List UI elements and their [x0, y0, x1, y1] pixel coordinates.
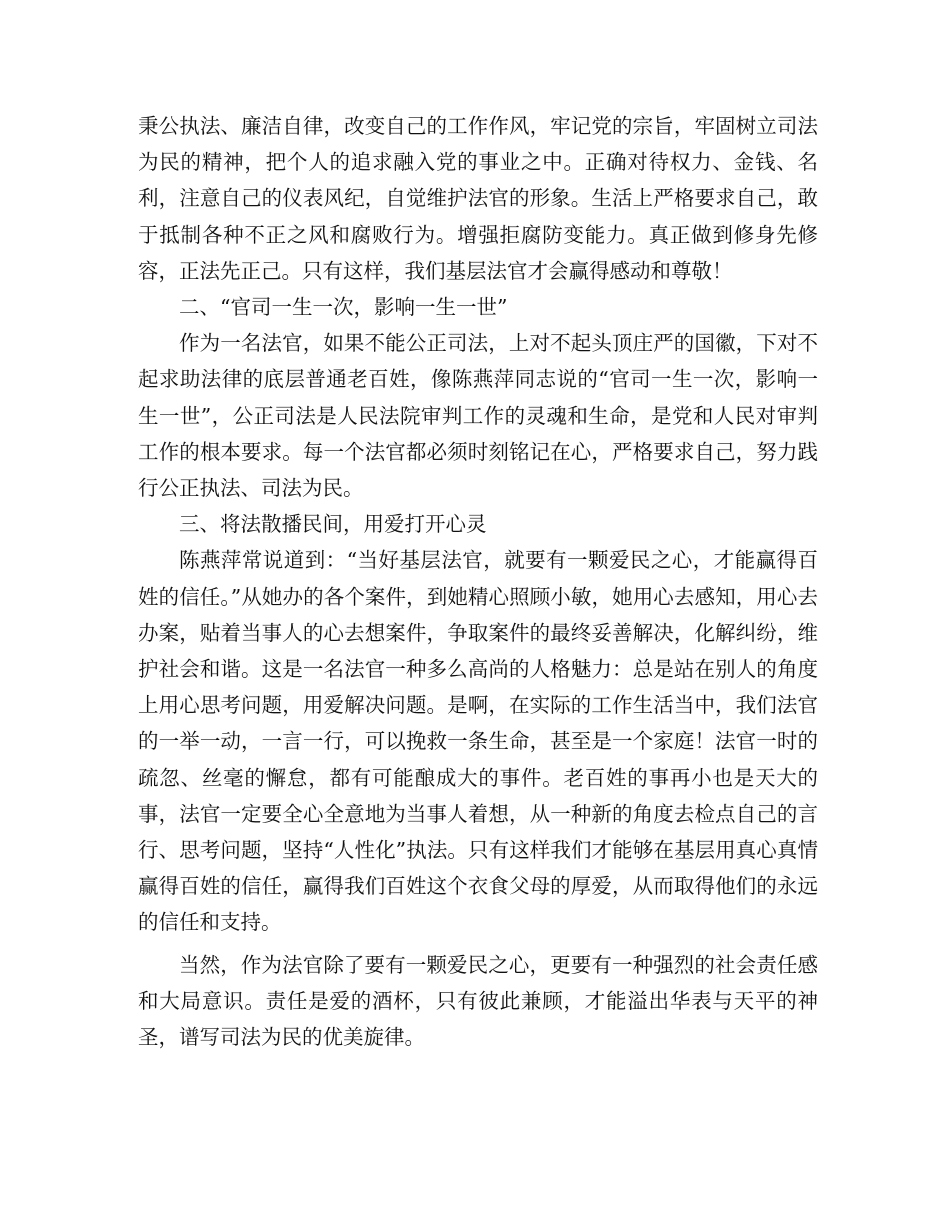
- section-heading-3: 三、将法散播民间，用爱打开心灵: [179, 512, 487, 537]
- paragraph-intro: 秉公执法、廉洁自律，改变自己的工作作风，牢记党的宗旨，牢固树立司法为民的精神，把个人的追求融入党的事业之中。正确对待权力、金钱、名利，注意自己的仪表风纪，自觉维护法官的形象。生活上严格要求自己，敢于抵制各种不正之风和腐败行为。增强拒腐防变能力。真正做到修身先修容，正法先正己。只有这样，我们基层法官才会赢得感动和尊敬！: [138, 114, 818, 283]
- section-heading-2: 二、“官司一生一次，影响一生一世”: [179, 295, 508, 320]
- paragraph-section-3: 陈燕萍常说道到：“当好基层法官，就要有一颗爱民之心，才能赢得百姓的信任。”从她办的各个案件，到她精心照顾小敏，她用心去感知，用心去办案，贴着当事人的心去想案件，争取案件的最终妥善解决，化解纠纷，维护社会和谐。这是一名法官一种多么高尚的人格魅力：总是站在别人的角度上用心思考问题，用爱解决问题。是啊，在实际的工作生活当中，我们法官的一举一动，一言一行，可以挽救一条生命，甚至是一个家庭！法官一时的疏忽、丝毫的懈怠，都有可能酿成大的事件。老百姓的事再小也是天大的事，法官一定要全心全意地为当事人着想，从一种新的角度去检点自己的言行、思考问题，坚持“人性化”执法。只有这样我们才能够在基层用真心真情赢得百姓的信任，赢得我们百姓这个衣食父母的厚爱，从而取得他们的永远的信任和支持。: [138, 548, 818, 935]
- paragraph-conclusion: 当然，作为法官除了要有一颗爱民之心，更要有一种强烈的社会责任感和大局意识。责任是爱的酒杯，只有彼此兼顾，才能溢出华表与天平的神圣，谱写司法为民的优美旋律。: [138, 952, 818, 1050]
- paragraph-section-2: 作为一名法官，如果不能公正司法，上对不起头顶庄严的国徽，下对不起求助法律的底层普通老百姓，像陈燕萍同志说的“官司一生一次，影响一生一世”，公正司法是人民法院审判工作的灵魂和生命，是党和人民对审判工作的根本要求。每一个法官都必须时刻铭记在心，严格要求自己，努力践行公正执法、司法为民。: [138, 331, 818, 501]
- document-page: [138, 108, 818, 1055]
